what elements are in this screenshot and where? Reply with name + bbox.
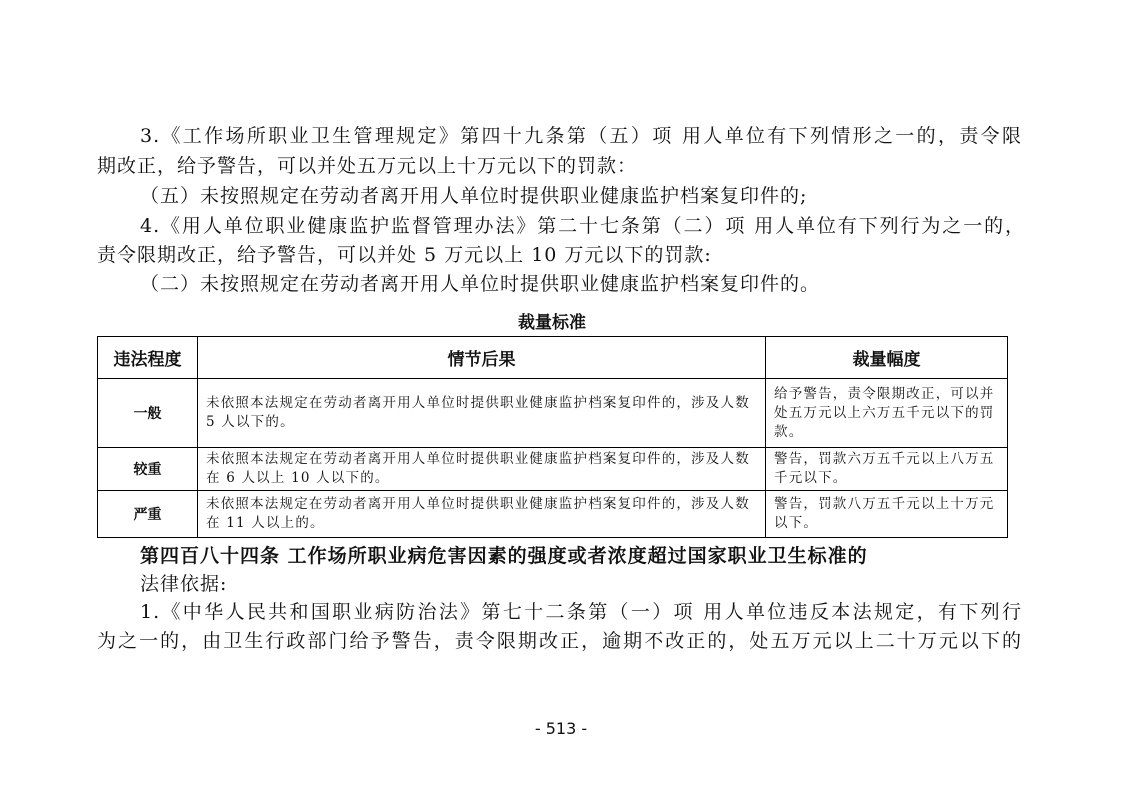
consequence-cell: 未依照本法规定在劳动者离开用人单位时提供职业健康监护档案复印件的，涉及人数 5 人以下的。 — [198, 379, 766, 448]
header-consequence: 情节后果 — [198, 337, 766, 379]
paragraph-line: 责令限期改正，给予警告，可以并处 5 万元以上 10 万元以下的罚款: — [97, 244, 712, 266]
consequence-cell: 未依照本法规定在劳动者离开用人单位时提供职业健康监护档案复印件的，涉及人数在 6 人以上 10 人以下的。 — [198, 448, 766, 491]
table-row — [98, 448, 1008, 491]
penalty-range-cell: 警告，罚款八万五千元以上十万元以下。 — [766, 491, 1008, 538]
paragraph-line: （二）未按照规定在劳动者离开用人单位时提供职业健康监护档案复印件的。 — [140, 273, 821, 295]
paragraph-line: 为之一的，由卫生行政部门给予警告，责令限期改正，逾期不改正的，处五万元以上二十万元以下的 — [97, 630, 1022, 652]
table-row — [98, 491, 1008, 538]
legal-basis-label: 法律依据: — [140, 573, 228, 595]
discretion-standard-table — [97, 336, 1008, 538]
violation-level-cell: 严重 — [98, 491, 198, 538]
paragraph-line: （五）未按照规定在劳动者离开用人单位时提供职业健康监护档案复印件的; — [140, 185, 808, 207]
violation-level-cell: 较重 — [98, 448, 198, 491]
table-title: 裁量标准 — [518, 313, 586, 333]
consequence-cell: 未依照本法规定在劳动者离开用人单位时提供职业健康监护档案复印件的，涉及人数在 11 人以上的。 — [198, 491, 766, 538]
header-penalty-range: 裁量幅度 — [766, 337, 1008, 379]
page-number: - 513 - — [534, 719, 588, 738]
table-header-row — [98, 337, 1008, 379]
paragraph-line: 期改正，给予警告，可以并处五万元以上十万元以下的罚款： — [97, 155, 638, 177]
paragraph-line: 3.《工作场所职业卫生管理规定》第四十九条第（五）项 用人单位有下列情形之一的，责令限 — [140, 125, 1022, 147]
penalty-range-cell: 警告，罚款六万五千元以上八万五千元以下。 — [766, 448, 1008, 491]
violation-level-cell: 一般 — [98, 379, 198, 448]
paragraph-line: 1.《中华人民共和国职业病防治法》第七十二条第（一）项 用人单位违反本法规定，有下列行 — [140, 601, 1022, 623]
header-violation-level: 违法程度 — [98, 337, 198, 379]
section-heading: 第四百八十四条 工作场所职业病危害因素的强度或者浓度超过国家职业卫生标准的 — [140, 545, 868, 567]
penalty-range-cell: 给予警告，责令限期改正，可以并处五万元以上六万五千元以下的罚款。 — [766, 379, 1008, 448]
paragraph-line: 4.《用人单位职业健康监护监督管理办法》第二十七条第（二）项 用人单位有下列行为之一的， — [140, 215, 1025, 237]
table-row — [98, 379, 1008, 448]
